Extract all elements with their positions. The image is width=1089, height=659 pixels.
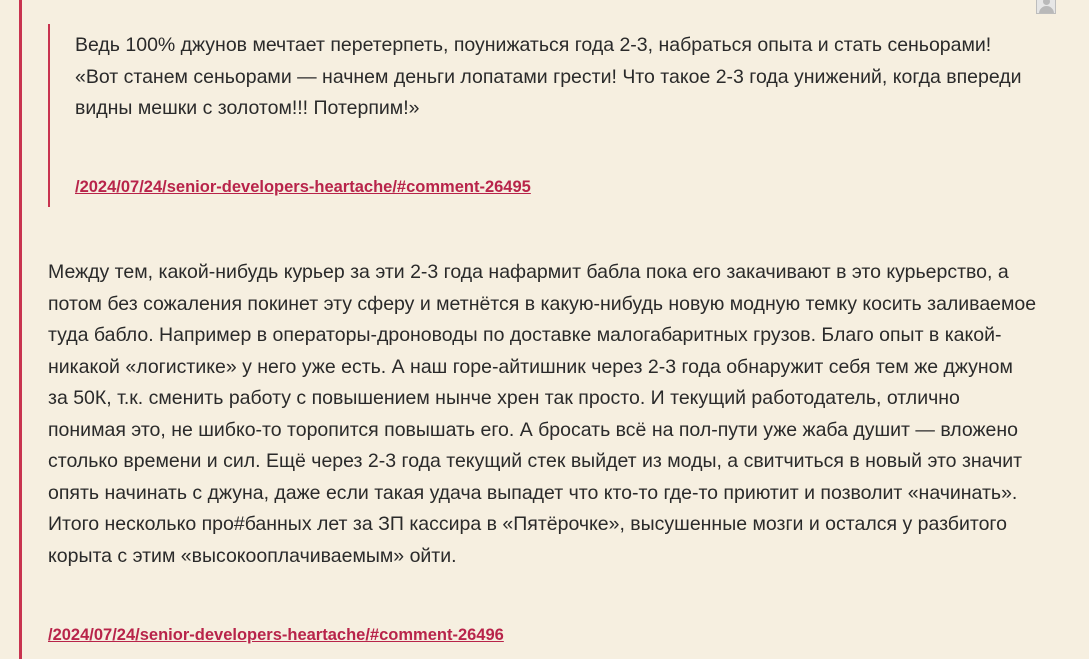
comment-permalink[interactable]: /2024/07/24/senior-developers-heartache/#comment-26496 [48,626,504,644]
comment-body-text: Между тем, какой-нибудь курьер за эти 2-3 года нафармит бабла пока его закачивают в это курьерство, а потом без сожаления покинет эту сферу и метнётся в какую-нибудь новую модную темку косить заливаемое туда бабло. Например в операторы-дроноводы по доставке малогабаритных грузов. Благо опыт в какой-никакой «логистике» у него уже есть. А наш горе-айтишник через 2-3 года обнаружит себя тем же джуном за 50К, т.к. сменить работу с повышением нынче хрен так просто. И текущий работодатель, отлично понимая это, не шибко-то торопится повышать его. А бросать всё на пол-пути уже жаба душит — вложено столько времени и сил. Ещё через 2-3 года текущий стек выйдет из моды, а свитчиться в новый это значит опять начинать с джуна, даже если такая удача выпадет что кто-то где-то приютит и позволит «начинать». Итого несколько про#банных лет за ЗП кассира в «Пятёрочке», высушенные мозги и остался у разбитого корыта с этим «высокооплачиваемым» ойти. [48,261,1037,567]
quote-rule [48,24,50,207]
quote-line: Ведь 100% джунов мечтает перетерпеть, поунижаться года 2-3, набраться опыта и стать сеньорами! [75,34,992,56]
top-bar [0,0,1089,16]
quote-text [75,30,1035,125]
quoted-comment-permalink[interactable]: /2024/07/24/senior-developers-heartache/#comment-26495 [75,178,531,196]
user-avatar-icon[interactable] [1036,0,1056,14]
quote-line: «Вот станем сеньорами — начнем деньги лопатами грести! Что такое 2-3 года унижений, когда впереди видны мешки с золотом!!! Потерпим!» [75,65,1022,119]
comment-thread-rule [19,0,22,659]
quoted-comment [48,24,1048,207]
